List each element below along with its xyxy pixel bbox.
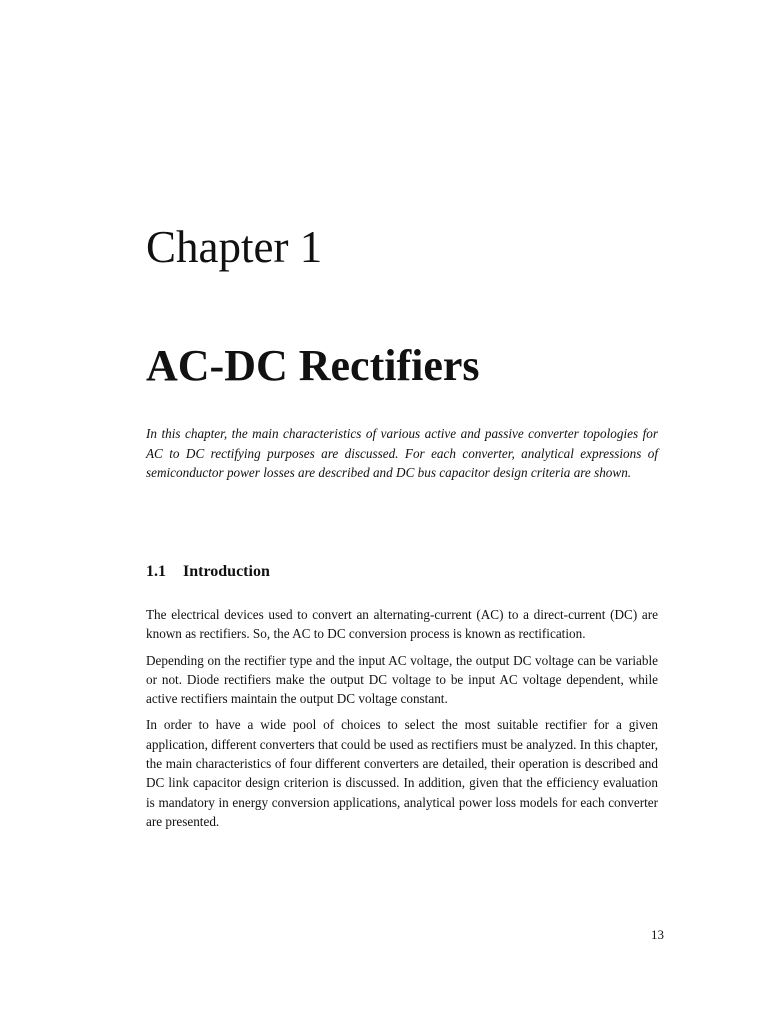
chapter-abstract: In this chapter, the main characteristics of various active and passive converter topologies for AC to DC rectifying purposes are discussed. For each converter, analytical expressions of semiconductor power losses are described and DC bus capacitor design criteria are shown. <box>146 426 658 480</box>
paragraph: The electrical devices used to convert an alternating-current (AC) to a direct-current (DC) are known as rectifiers. So, the AC to DC conversion process is known as rectification. <box>146 607 658 642</box>
chapter-title: AC-DC Rectifiers <box>146 341 480 390</box>
section-heading <box>146 561 270 583</box>
section-title: Introduction <box>183 563 270 580</box>
section-number: 1.1 <box>146 563 166 580</box>
section-body <box>146 605 658 838</box>
page-number: 13 <box>651 927 664 942</box>
paragraph: In order to have a wide pool of choices to select the most suitable rectifier for a given application, different converters that could be used as rectifiers must be analyzed. In this chapter, the main characteristics of four different converters are detailed, their operation is described and DC link capacitor design criterion is discussed. In addition, given that the efficiency evaluation is mandatory in energy conversion applications, analytical power loss models for each converter are presented. <box>146 717 658 829</box>
chapter-number: Chapter 1 <box>146 222 323 272</box>
paragraph: Depending on the rectifier type and the input AC voltage, the output DC voltage can be variable or not. Diode rectifiers make the output DC voltage to be input AC voltage dependent, while active rectifiers maintain the output DC voltage constant. <box>146 652 658 707</box>
